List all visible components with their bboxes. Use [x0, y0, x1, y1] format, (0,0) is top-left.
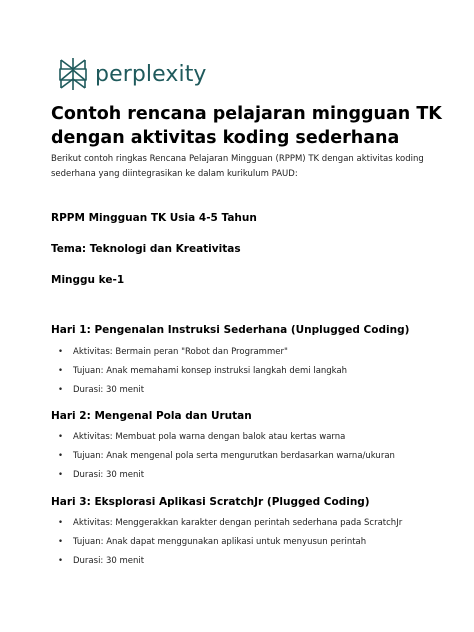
list-item: • Durasi: 30 menit	[58, 552, 402, 571]
list-item: • Tujuan: Anak dapat menggunakan aplikasi untuk menyusun perintah	[58, 533, 402, 552]
logo-text: perplexity	[95, 61, 207, 87]
list-item: • Durasi: 30 menit	[58, 381, 347, 400]
rppm-heading: RPPM Mingguan TK Usia 4-5 Tahun	[51, 212, 257, 224]
day-3-list	[58, 514, 402, 571]
list-item: • Tujuan: Anak memahami konsep instruksi langkah demi langkah	[58, 362, 347, 381]
tema-heading: Tema: Teknologi dan Kreativitas	[51, 243, 241, 255]
perplexity-logo-icon	[58, 57, 88, 91]
day-1-list	[58, 343, 347, 400]
day-2-list	[58, 428, 395, 485]
day-3-title: Hari 3: Eksplorasi Aplikasi ScratchJr (Plugged Coding)	[51, 496, 370, 508]
day-1-title: Hari 1: Pengenalan Instruksi Sederhana (Unplugged Coding)	[51, 324, 410, 336]
perplexity-logo	[58, 57, 207, 91]
day-2-title: Hari 2: Mengenal Pola dan Urutan	[51, 410, 252, 422]
list-item: • Durasi: 30 menit	[58, 466, 395, 485]
list-item: • Aktivitas: Bermain peran "Robot dan Programmer"	[58, 343, 347, 362]
list-item: • Tujuan: Anak mengenal pola serta mengurutkan berdasarkan warna/ukuran	[58, 447, 395, 466]
intro-paragraph: Berikut contoh ringkas Rencana Pelajaran Mingguan (RPPM) TK dengan aktivitas koding sederhana yang diintegrasikan ke dalam kurikulum PAUD:	[51, 154, 424, 179]
document-title: Contoh rencana pelajaran mingguan TK dengan aktivitas koding sederhana	[51, 104, 442, 148]
minggu-heading: Minggu ke-1	[51, 274, 125, 286]
list-item: • Aktivitas: Menggerakkan karakter dengan perintah sederhana pada ScratchJr	[58, 514, 402, 533]
list-item: • Aktivitas: Membuat pola warna dengan balok atau kertas warna	[58, 428, 395, 447]
